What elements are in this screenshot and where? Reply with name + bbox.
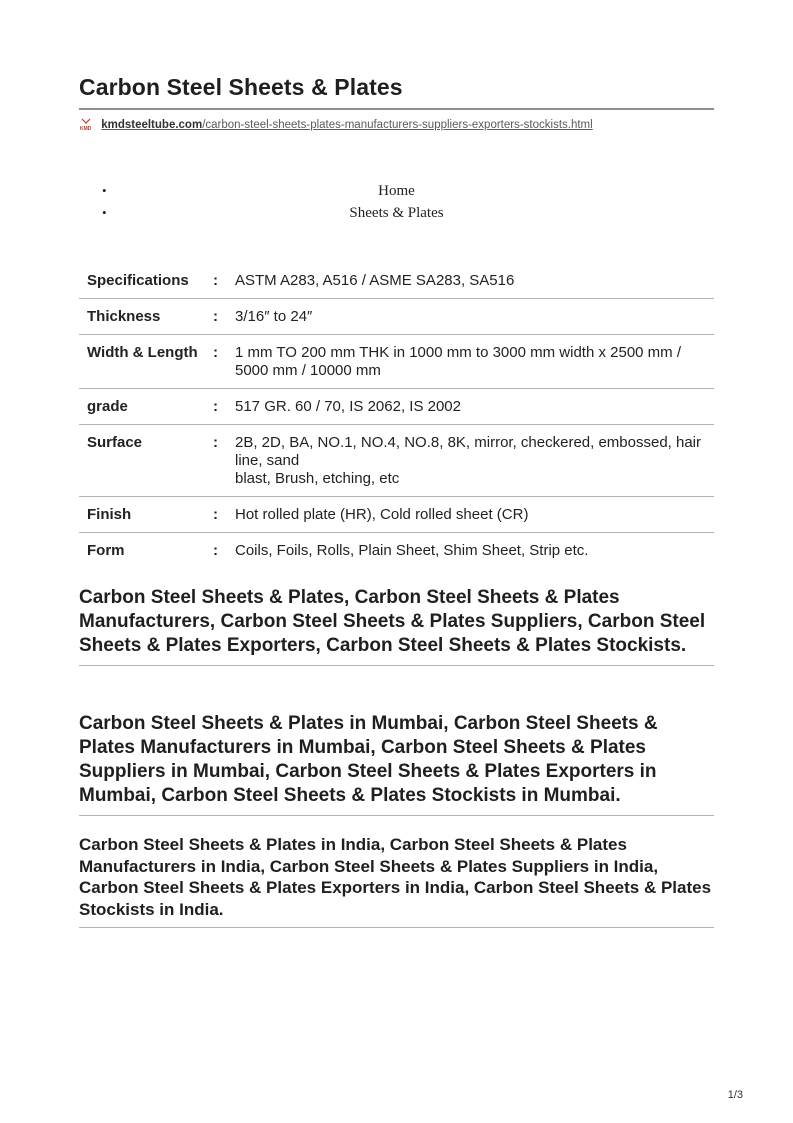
heading-divider <box>79 815 714 816</box>
heading-text: Carbon Steel Sheets & Plates in India, Carbon Steel Sheets & Plates Manufacturers in India, Carbon Steel Sheets & Plates Suppliers in India, Carbon Steel Sheets & Plates Exporters in India, Carbon Steel Sheets & Plates Stockists in India. <box>79 835 712 919</box>
source-link[interactable] <box>101 119 593 131</box>
row-value: ASTM A283, A516 / ASME SA283, SA516 <box>235 272 515 289</box>
row-label: Form <box>87 542 125 559</box>
nav-item-home[interactable] <box>79 180 714 202</box>
table-row <box>79 335 714 389</box>
page-number: 1/3 <box>727 1089 743 1101</box>
row-separator: : <box>213 398 218 415</box>
source-path: /carbon-steel-sheets-plates-manufacturers-suppliers-exporters-stockists.html <box>202 119 593 131</box>
keywords-heading-mumbai <box>79 712 714 816</box>
row-value: Coils, Foils, Rolls, Plain Sheet, Shim Sheet, Strip etc. <box>235 542 589 559</box>
row-value: 3/16″ to 24″ <box>235 308 313 325</box>
heading-divider <box>79 665 714 666</box>
table-row <box>79 533 714 569</box>
row-label: Width & Length <box>87 344 198 361</box>
bullet: • <box>102 205 107 220</box>
row-value: 1 mm TO 200 mm THK in 1000 mm to 3000 mm width x 2500 mm / 5000 mm / 10000 mm <box>235 344 681 379</box>
row-label: Specifications <box>87 272 189 289</box>
row-value-line: 2B, 2D, BA, NO.1, NO.4, NO.8, 8K, mirror, checkered, embossed, hair line, sand <box>235 434 702 469</box>
row-separator: : <box>213 272 218 289</box>
row-separator: : <box>213 344 218 361</box>
keywords-heading-general <box>79 586 714 666</box>
nav-item-label[interactable]: Sheets & Plates <box>349 205 444 221</box>
heading-text: Carbon Steel Sheets & Plates, Carbon Steel Sheets & Plates Manufacturers, Carbon Steel Sheets & Plates Suppliers, Carbon Steel Sheets & Plates Exporters, Carbon Steel Sheets & Plates Stockists. <box>79 587 706 656</box>
row-label: Thickness <box>87 308 161 325</box>
row-label: Finish <box>87 506 132 523</box>
title-divider <box>79 108 714 110</box>
source-domain: kmdsteeltube.com <box>101 119 203 131</box>
specifications-table <box>79 263 714 568</box>
table-row <box>79 425 714 497</box>
nav-item-sheets-plates[interactable] <box>79 202 714 224</box>
table-row <box>79 497 714 533</box>
row-separator: : <box>213 542 218 559</box>
heading-divider <box>79 927 714 928</box>
breadcrumb-nav <box>79 180 714 224</box>
bullet: • <box>102 183 107 198</box>
svg-text:KMD: KMD <box>80 126 92 131</box>
row-label: grade <box>87 398 128 415</box>
row-label: Surface <box>87 434 143 451</box>
nav-item-label[interactable]: Home <box>378 183 415 199</box>
row-separator: : <box>213 308 218 325</box>
row-value-line: blast, Brush, etching, etc <box>235 470 400 487</box>
kmd-logo-icon <box>79 117 93 131</box>
row-value: Hot rolled plate (HR), Cold rolled sheet (CR) <box>235 506 529 523</box>
keywords-heading-india <box>79 834 714 928</box>
page-title: Carbon Steel Sheets & Plates <box>79 74 403 100</box>
source-url <box>79 117 593 131</box>
row-value: 517 GR. 60 / 70, IS 2062, IS 2002 <box>235 398 461 415</box>
row-separator: : <box>213 506 218 523</box>
table-row <box>79 389 714 425</box>
table-row <box>79 263 714 299</box>
table-row <box>79 299 714 335</box>
row-separator: : <box>213 434 218 451</box>
heading-text: Carbon Steel Sheets & Plates in Mumbai, Carbon Steel Sheets & Plates Manufacturers in Mumbai, Carbon Steel Sheets & Plates Suppliers in Mumbai, Carbon Steel Sheets & Plates Exporters in Mumbai, Carbon Steel Sheets & Plates Stockists in Mumbai. <box>79 713 658 806</box>
row-value <box>235 425 714 497</box>
